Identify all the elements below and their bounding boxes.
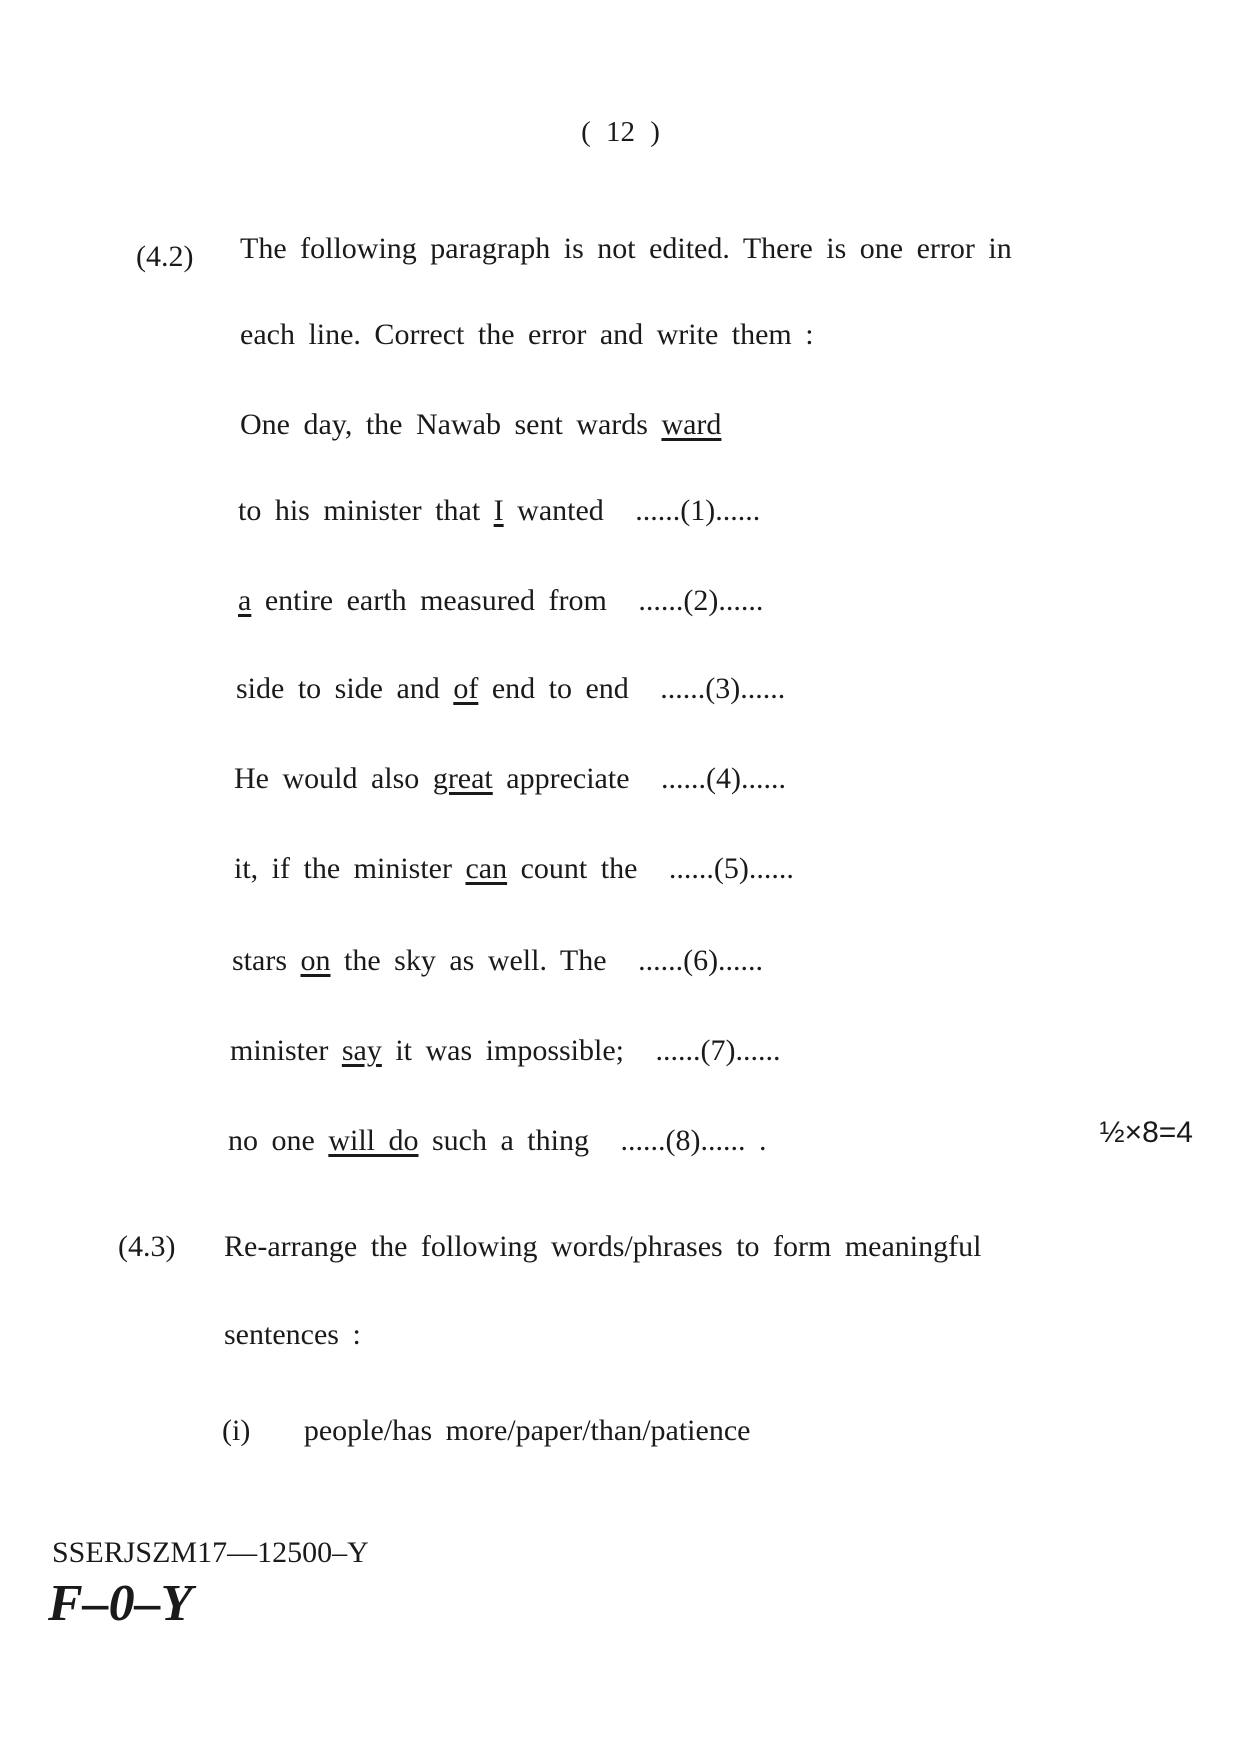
q42-line-6 (232, 944, 763, 978)
line-text-after: entire earth measured from (264, 584, 607, 617)
line-text-before: no one (228, 1124, 315, 1157)
paper-set: F–0–Y (48, 1575, 193, 1632)
line-text-after: wanted (517, 494, 604, 527)
line-text-after: count the (520, 852, 638, 885)
q42-line-4 (234, 762, 786, 796)
q42-line-2 (238, 584, 763, 618)
line-error-word: great (432, 762, 493, 795)
line-error-word: I (493, 494, 504, 527)
q42-example-line (240, 408, 721, 442)
line-error-word: say (341, 1034, 382, 1067)
q43-instruction-line2: sentences : (224, 1318, 361, 1351)
marks-allocation: ½×8=4 (1099, 1116, 1193, 1149)
line-error-word: a (238, 584, 252, 617)
line-error-word: will do (328, 1124, 419, 1157)
line-error-word: on (300, 944, 331, 977)
question-number-4-2: (4.2) (136, 240, 194, 273)
question-number-4-3: (4.3) (118, 1230, 176, 1263)
q42-line-8 (228, 1124, 766, 1158)
q42-instruction-line1: The following paragraph is not edited. There is one error in (240, 232, 1012, 265)
line-text-after: the sky as well. The (344, 944, 607, 977)
line-error-word: of (453, 672, 479, 705)
q42-instruction-line2: each line. Correct the error and write them : (240, 318, 814, 351)
line-text-after: appreciate (506, 762, 630, 795)
page-number: ( 12 ) (581, 116, 660, 148)
item-label: (i) (222, 1414, 251, 1447)
answer-blank: ......(8)...... . (620, 1124, 767, 1157)
example-text: One day, the Nawab sent wards (240, 408, 648, 441)
line-text-after: end to end (491, 672, 629, 705)
answer-blank: ......(3)...... (660, 672, 786, 705)
q43-instruction-line1: Re-arrange the following words/phrases to form meaningful (224, 1230, 982, 1263)
q42-line-5 (234, 852, 794, 886)
line-text-before: it, if the minister (234, 852, 452, 885)
q43-item-i (222, 1414, 750, 1448)
answer-blank: ......(5)...... (668, 852, 794, 885)
line-text-before: side to side and (236, 672, 440, 705)
answer-blank: ......(6)...... (638, 944, 764, 977)
answer-blank: ......(2)...... (638, 584, 764, 617)
line-text-before: to his minister that (238, 494, 481, 527)
item-text: people/has more/paper/than/patience (303, 1414, 751, 1447)
paper-code: SSERJSZM17—12500–Y (52, 1536, 369, 1569)
answer-blank: ......(1)...... (635, 494, 761, 527)
line-text-before: stars (232, 944, 287, 977)
answer-blank: ......(4)...... (661, 762, 787, 795)
example-answer: ward (661, 408, 722, 441)
q42-line-3 (236, 672, 785, 706)
q42-line-7 (230, 1034, 780, 1068)
line-text-after: it was impossible; (395, 1034, 624, 1067)
q42-line-1 (238, 494, 760, 528)
answer-blank: ......(7)...... (655, 1034, 781, 1067)
line-text-before: minister (230, 1034, 329, 1067)
line-error-word: can (465, 852, 508, 885)
line-text-before: He would also (234, 762, 420, 795)
line-text-after: such a thing (432, 1124, 589, 1157)
